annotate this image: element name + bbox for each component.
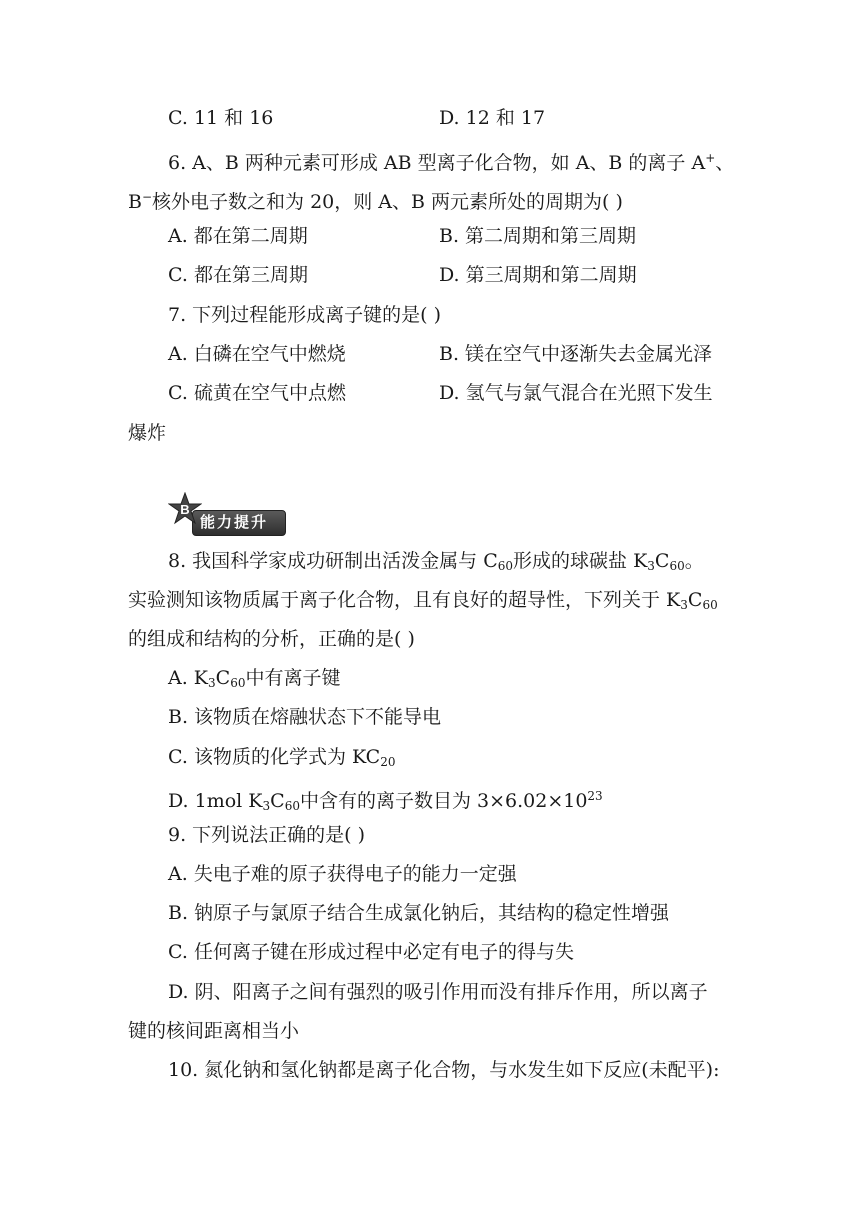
q8-text-2: 形成的球碳盐 K — [513, 550, 648, 572]
q8-a-sub-3: 3 — [208, 676, 216, 690]
q8-d-text-3: 中含有的离子数目为 3×6.02×10 — [299, 790, 588, 812]
q8-sub-60: 60 — [497, 559, 514, 573]
q8-a-text-1: A. K — [168, 667, 208, 689]
q6-option-a: A. 都在第二周期 — [168, 225, 308, 247]
q6-plus-sign: + — [705, 151, 716, 165]
badge-letter: B — [180, 502, 190, 517]
q6-option-d: D. 第三周期和第二周期 — [439, 264, 637, 286]
q8-text-5: 实验测知该物质属于离子化合物，且有良好的超导性，下列关于 K — [128, 589, 681, 611]
q9-option-b: B. 钠原子与氯原子结合生成氯化钠后，其结构的稳定性增强 — [168, 902, 670, 924]
q8-stem-line3: 的组成和结构的分析，正确的是( ) — [128, 628, 415, 650]
q9-option-c: C. 任何离子键在形成过程中必定有电子的得与失 — [168, 941, 574, 963]
q8-d-text-2: C — [270, 790, 285, 812]
q7-option-a: A. 白磷在空气中燃烧 — [168, 343, 346, 365]
q6-option-b: B. 第二周期和第三周期 — [439, 225, 637, 247]
q9-option-d: D. 阴、阳离子之间有强烈的吸引作用而没有排斥作用，所以离子 — [168, 981, 708, 1003]
q8-c-text: C. 该物质的化学式为 KC — [168, 746, 381, 768]
q6-ion-b: B — [128, 191, 142, 213]
section-badge — [168, 492, 286, 534]
q6-stem-line1 — [168, 146, 734, 175]
q8-text-3: C — [654, 550, 670, 572]
q8-d-sub-60: 60 — [284, 799, 300, 813]
q6-option-c: C. 都在第三周期 — [168, 264, 308, 286]
q8-sub-60c: 60 — [702, 598, 718, 612]
q7-option-d-continued: 爆炸 — [128, 422, 167, 444]
q8-c-sub-20: 20 — [380, 755, 396, 769]
q8-a-text-3: 中有离子键 — [245, 667, 341, 689]
q8-d-sup-23: 23 — [587, 789, 603, 803]
q8-stem-line1 — [168, 549, 704, 578]
q7-option-b: B. 镁在空气中逐渐失去金属光泽 — [439, 343, 713, 365]
q8-d-text-1: D. 1mol K — [168, 790, 263, 812]
q8-sub-3: 3 — [647, 559, 655, 573]
q5-option-c: C. 11 和 16 — [168, 107, 274, 129]
q9-option-a: A. 失电子难的原子获得电子的能力一定强 — [168, 863, 517, 885]
q7-option-d: D. 氢气与氯气混合在光照下发生 — [439, 382, 713, 404]
q6-minus-sign: − — [141, 190, 153, 204]
q8-text-6: C — [687, 589, 703, 611]
q8-option-b: B. 该物质在熔融状态下不能导电 — [168, 706, 442, 728]
q6-stem-sep: 、 — [715, 152, 735, 174]
q7-option-c: C. 硫黄在空气中点燃 — [168, 382, 346, 404]
q8-sub-3b: 3 — [680, 598, 688, 612]
q6-stem-text: 6. A、B 两种元素可形成 AB 型离子化合物，如 A、B 的离子 A — [168, 152, 706, 174]
q8-option-a — [168, 666, 340, 695]
q8-stem-line2 — [128, 588, 718, 617]
q8-option-c — [168, 745, 395, 774]
q8-option-d — [168, 784, 603, 818]
q8-sub-60b: 60 — [669, 559, 685, 573]
q8-a-sub-60: 60 — [230, 676, 246, 690]
q5-option-d: D. 12 和 17 — [439, 107, 546, 129]
q8-text-4: 。 — [684, 550, 704, 572]
q8-a-text-2: C — [215, 667, 231, 689]
q7-stem: 7. 下列过程能形成离子键的是( ) — [168, 304, 442, 326]
q8-d-sub-3: 3 — [262, 799, 271, 813]
section-title: 能力提升 — [200, 513, 269, 531]
q9-option-d-continued: 键的核间距离相当小 — [128, 1020, 300, 1042]
star-icon — [168, 492, 202, 526]
q8-text-1: 8. 我国科学家成功研制出活泼金属与 C — [168, 550, 498, 572]
q6-stem-text-2: 核外电子数之和为 20，则 A、B 两元素所处的周期为( ) — [152, 191, 623, 213]
q6-stem-line2 — [128, 185, 623, 214]
q10-stem: 10. 氮化钠和氢化钠都是离子化合物，与水发生如下反应(未配平): — [168, 1059, 720, 1081]
q9-stem: 9. 下列说法正确的是( ) — [168, 824, 366, 846]
